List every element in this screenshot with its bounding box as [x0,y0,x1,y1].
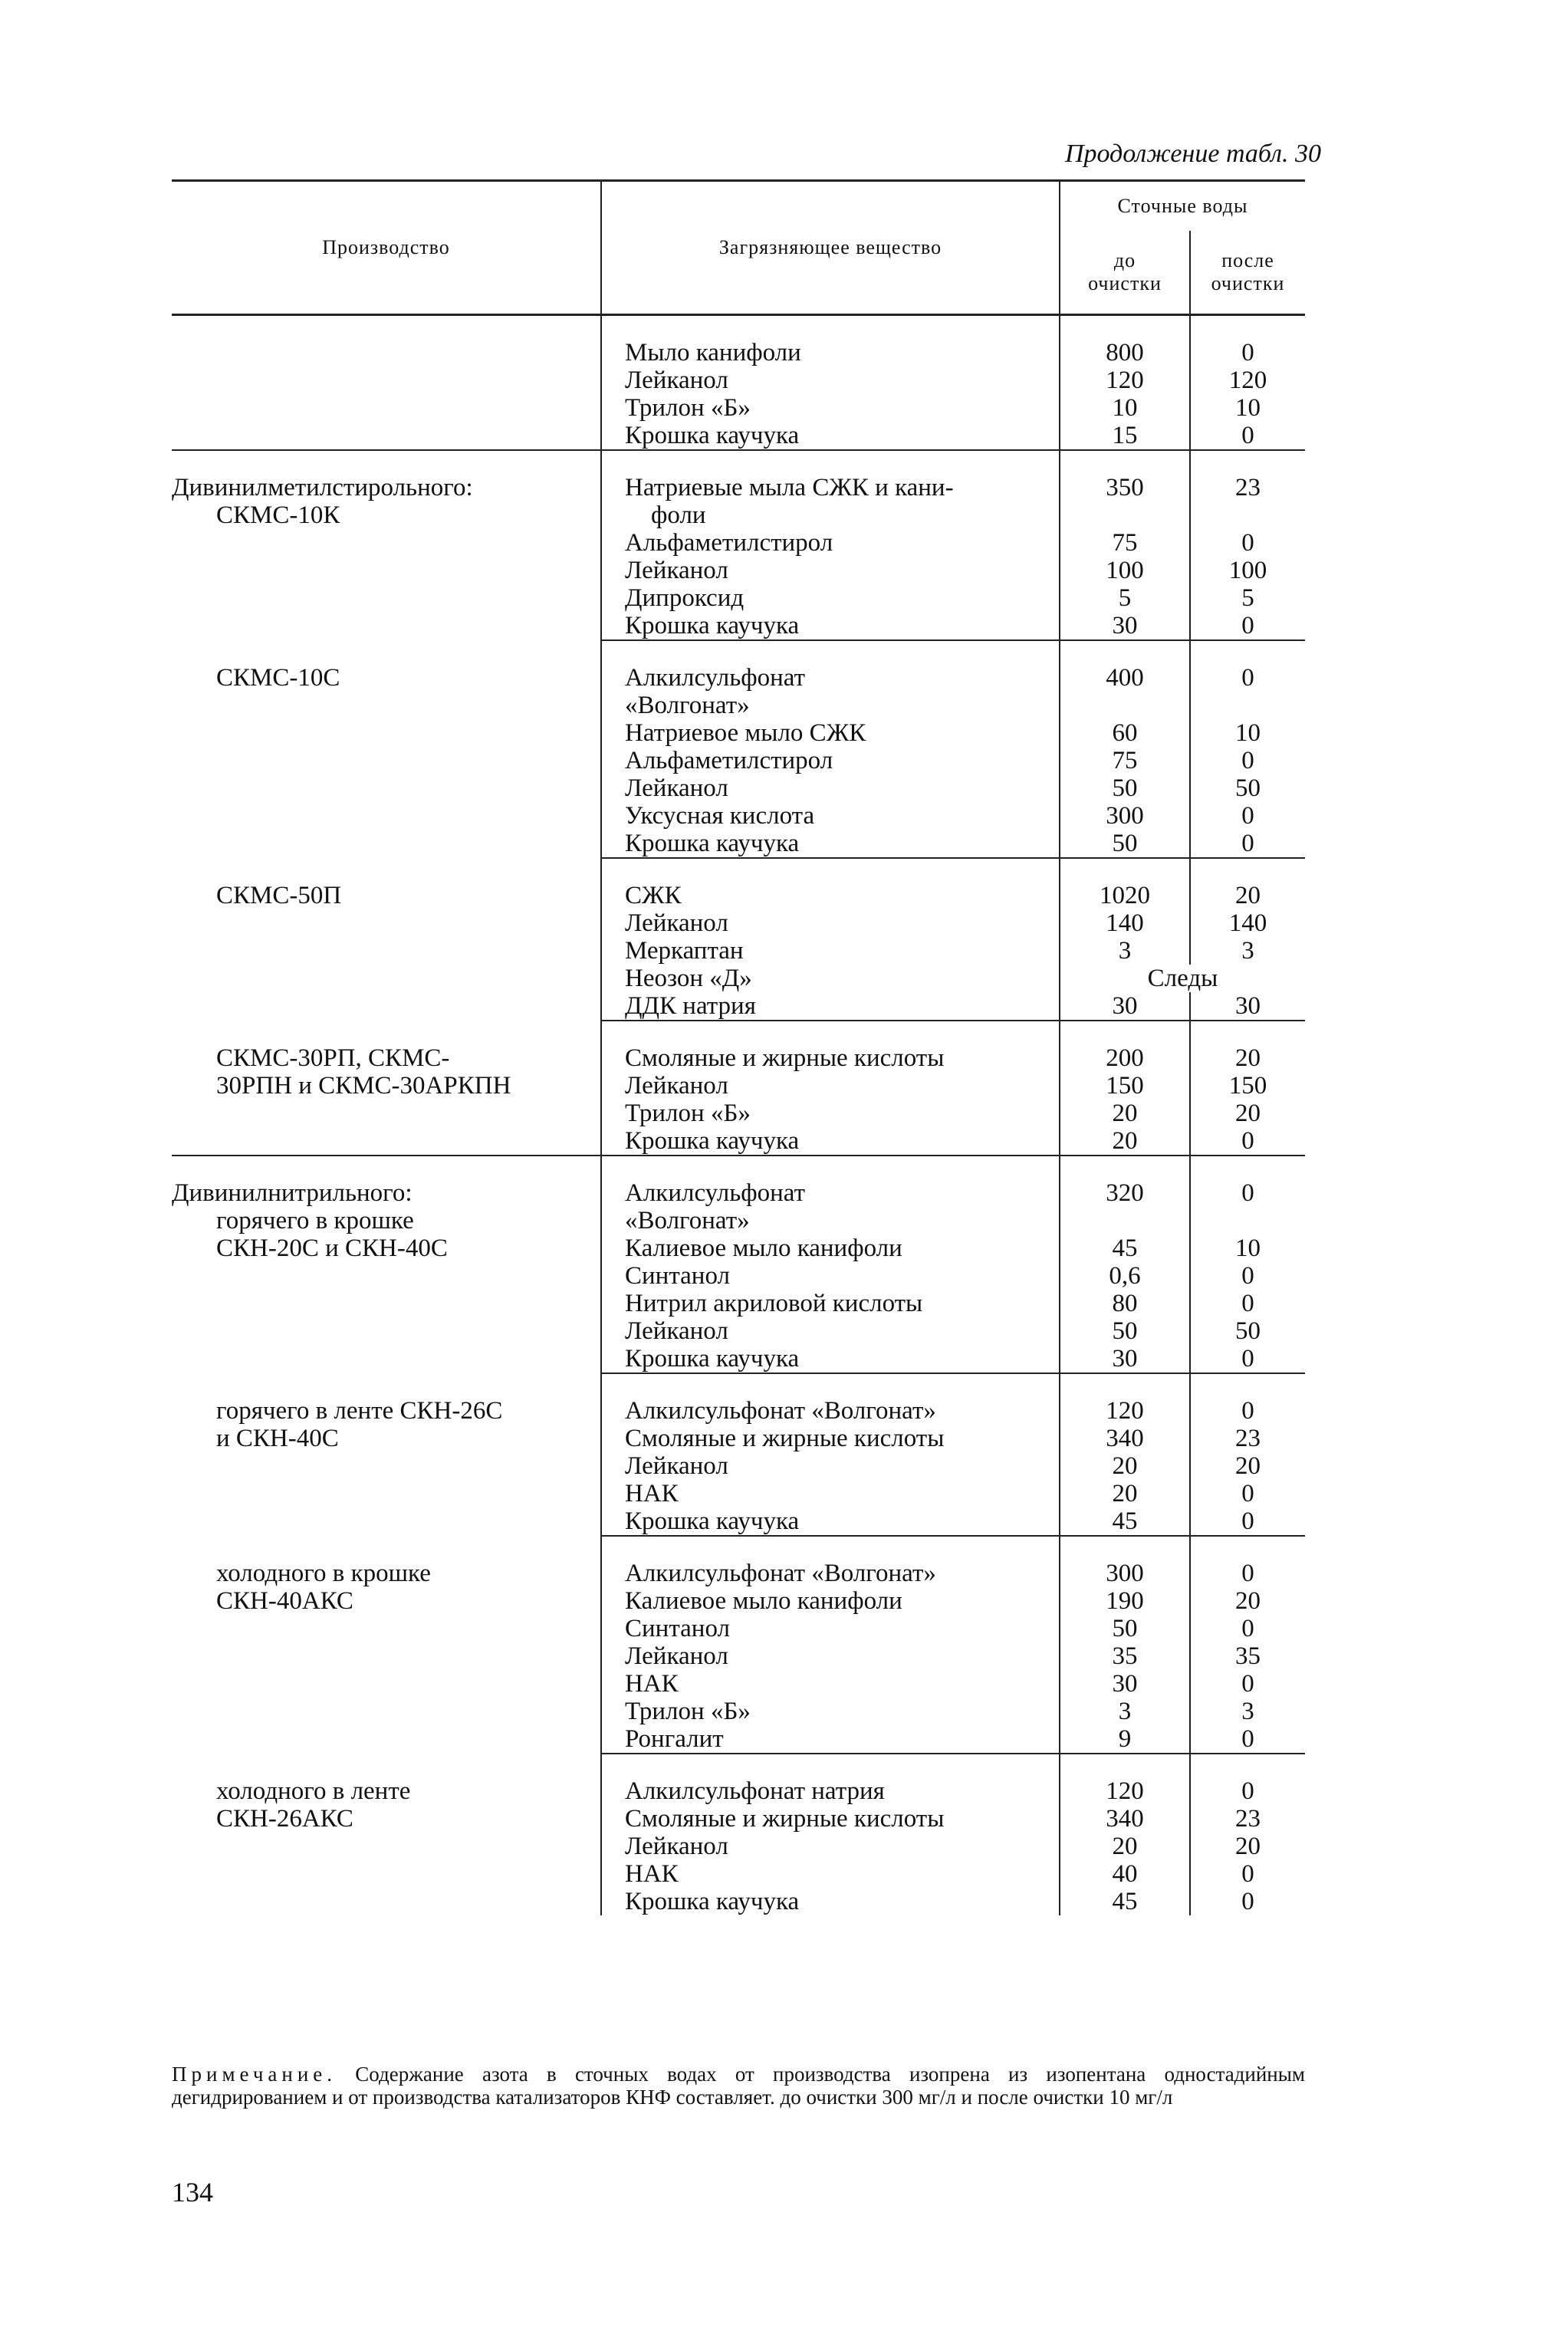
cell-before: 50 [1060,774,1190,802]
cell-substance: Лейканол [601,557,1060,584]
cell-production [172,1397,601,1425]
production-name: 30РПН и СКМС-30АРКПН [216,1072,511,1100]
cell-substance: НАК [601,1480,1060,1507]
table-row [172,1425,1305,1452]
cell-before: 40 [1060,1860,1190,1888]
cell-before: 20 [1060,1100,1190,1127]
note-label: Примечание. [172,2063,337,2086]
cell-substance: Мыло канифоли [601,339,1060,367]
table-group [172,1373,1305,1536]
cell-substance: Крошка каучука [601,1345,1060,1373]
table-group [172,1156,1305,1373]
cell-before: 50 [1060,1317,1190,1345]
production-name: СКМС-50П [216,882,342,909]
cell-after: 0 [1190,802,1305,830]
table-row [172,965,1305,992]
cell-after: 0 [1190,747,1305,774]
table-row [172,1452,1305,1480]
cell-before: 340 [1060,1805,1190,1833]
header-wastewater: Сточные воды [1060,181,1305,232]
table-group [172,450,1305,640]
cell-before: 75 [1060,747,1190,774]
cell-before: 30 [1060,1345,1190,1373]
table-row [172,1833,1305,1860]
cell-before: 340 [1060,1425,1190,1452]
cell-after: 0 [1190,1480,1305,1507]
cell-after: 0 [1190,529,1305,557]
page-number: 134 [172,2177,213,2208]
cell-after: 150 [1190,1072,1305,1100]
table-row [172,422,1305,450]
table-row [172,664,1305,692]
cell-production [172,612,601,640]
cell-production [172,692,601,719]
table-row [172,1805,1305,1833]
production-name: СКН-26АКС [216,1805,353,1833]
cell-after: 5 [1190,584,1305,612]
table-group [172,1536,1305,1754]
table-row [172,1234,1305,1262]
cell-before: 140 [1060,909,1190,937]
cell-substance: Лейканол [601,1317,1060,1345]
production-name: горячего в крошке [216,1207,414,1234]
cell-after: 3 [1190,1698,1305,1725]
cell-after: 0 [1190,422,1305,450]
table-row [172,394,1305,422]
cell-merged: Следы [1060,965,1305,992]
cell-substance: Алкилсульфонат «Волгонат» [601,1397,1060,1425]
cell-substance: Лейканол [601,774,1060,802]
cell-before: 3 [1060,1698,1190,1725]
cell-substance: Крошка каучука [601,612,1060,640]
table-row [172,1670,1305,1698]
table-row [172,584,1305,612]
cell-production [172,1642,601,1670]
cell-after: 10 [1190,1234,1305,1262]
table-row [172,1480,1305,1507]
table-note [172,2063,1305,2109]
table-row [172,1044,1305,1072]
cell-substance: Крошка каучука [601,830,1060,858]
cell-before: 30 [1060,1670,1190,1698]
cell-after: 35 [1190,1642,1305,1670]
cell-before [1060,1207,1190,1234]
table-row [172,937,1305,965]
cell-production [172,529,601,557]
cell-before: 300 [1060,1560,1190,1587]
cell-before: 50 [1060,830,1190,858]
cell-substance: Крошка каучука [601,1127,1060,1156]
cell-after: 10 [1190,719,1305,747]
cell-production [172,474,601,501]
table-row [172,1345,1305,1373]
cell-after: 20 [1190,1100,1305,1127]
cell-production [172,1698,601,1725]
cell-production [172,1207,601,1234]
cell-before: 320 [1060,1179,1190,1207]
table-group [172,315,1305,451]
cell-after: 50 [1190,774,1305,802]
table-row [172,612,1305,640]
cell-before: 120 [1060,367,1190,394]
table-row [172,1262,1305,1290]
cell-substance: НАК [601,1670,1060,1698]
cell-substance: Трилон «Б» [601,1698,1060,1725]
table-row [172,802,1305,830]
cell-substance: Натриевые мыла СЖК и кани- [601,474,1060,501]
cell-production [172,367,601,394]
cell-after: 120 [1190,367,1305,394]
table-row [172,1560,1305,1587]
group-title: Дивинилнитрильного: [172,1179,413,1207]
table-row [172,1860,1305,1888]
table-row [172,1127,1305,1156]
cell-substance: Трилон «Б» [601,1100,1060,1127]
cell-before: 800 [1060,339,1190,367]
cell-before: 50 [1060,1615,1190,1642]
cell-after: 0 [1190,1615,1305,1642]
cell-after: 0 [1190,1397,1305,1425]
table-row [172,719,1305,747]
cell-after [1190,692,1305,719]
table-row [172,367,1305,394]
cell-substance: Крошка каучука [601,1507,1060,1536]
cell-production [172,937,601,965]
cell-production [172,1805,601,1833]
cell-after: 20 [1190,1833,1305,1860]
cell-substance: Меркаптан [601,937,1060,965]
table-row [172,747,1305,774]
cell-substance: СЖК [601,882,1060,909]
cell-after: 23 [1190,1805,1305,1833]
cell-substance: Лейканол [601,909,1060,937]
cell-before: 60 [1060,719,1190,747]
table-row [172,529,1305,557]
cell-after: 0 [1190,830,1305,858]
header-after: после очистки [1190,231,1305,315]
cell-substance: Лейканол [601,1642,1060,1670]
table-row [172,1507,1305,1536]
cell-substance: Лейканол [601,1833,1060,1860]
cell-substance: ДДК натрия [601,992,1060,1021]
cell-production [172,1507,601,1536]
cell-production [172,992,601,1021]
cell-production [172,747,601,774]
cell-before: 30 [1060,612,1190,640]
table-row [172,1179,1305,1207]
cell-after: 0 [1190,1725,1305,1754]
table-row [172,1615,1305,1642]
cell-production [172,1425,601,1452]
cell-before: 20 [1060,1127,1190,1156]
cell-production [172,1345,601,1373]
cell-after: 0 [1190,1777,1305,1805]
table-row [172,830,1305,858]
table-row [172,501,1305,529]
cell-production [172,1127,601,1156]
cell-production [172,1860,601,1888]
cell-production [172,830,601,858]
cell-substance: Дипроксид [601,584,1060,612]
cell-substance: Синтанол [601,1615,1060,1642]
table-row [172,1888,1305,1915]
cell-before: 45 [1060,1888,1190,1915]
cell-production [172,909,601,937]
cell-before [1060,501,1190,529]
cell-production [172,557,601,584]
production-name: СКМС-10С [216,664,340,692]
table-row [172,1725,1305,1754]
table-row [172,1317,1305,1345]
cell-before: 75 [1060,529,1190,557]
cell-before: 10 [1060,394,1190,422]
cell-after: 0 [1190,1127,1305,1156]
header-substance: Загрязняющее вещество [601,181,1060,315]
cell-substance: Альфаметилстирол [601,747,1060,774]
cell-before: 400 [1060,664,1190,692]
table-group [172,858,1305,1021]
table-row [172,557,1305,584]
cell-before: 80 [1060,1290,1190,1317]
cell-after: 0 [1190,1179,1305,1207]
cell-before: 9 [1060,1725,1190,1754]
cell-substance: «Волгонат» [601,1207,1060,1234]
cell-before: 20 [1060,1480,1190,1507]
cell-after: 0 [1190,612,1305,640]
cell-substance: фоли [601,501,1060,529]
cell-production [172,882,601,909]
cell-production [172,1888,601,1915]
table-row [172,774,1305,802]
table-row [172,1587,1305,1615]
cell-substance: Калиевое мыло канифоли [601,1587,1060,1615]
cell-before: 120 [1060,1777,1190,1805]
cell-production [172,1100,601,1127]
table-row [172,1698,1305,1725]
cell-substance: Калиевое мыло канифоли [601,1234,1060,1262]
table-row [172,1290,1305,1317]
cell-before: 150 [1060,1072,1190,1100]
cell-production [172,1262,601,1290]
cell-production [172,1480,601,1507]
table-row [172,692,1305,719]
cell-after: 20 [1190,882,1305,909]
cell-substance: Алкилсульфонат «Волгонат» [601,1560,1060,1587]
cell-after: 0 [1190,1507,1305,1536]
table-row [172,1207,1305,1234]
cell-production [172,339,601,367]
table-row [172,1397,1305,1425]
cell-before: 20 [1060,1833,1190,1860]
cell-after: 3 [1190,937,1305,965]
cell-production [172,1615,601,1642]
cell-after: 20 [1190,1452,1305,1480]
cell-production [172,1670,601,1698]
cell-after: 23 [1190,1425,1305,1452]
cell-production [172,1560,601,1587]
cell-before: 350 [1060,474,1190,501]
cell-before [1060,692,1190,719]
table-caption: Продолжение табл. 30 [1064,140,1321,168]
cell-substance: Крошка каучука [601,422,1060,450]
cell-before: 190 [1060,1587,1190,1615]
cell-substance: Крошка каучука [601,1888,1060,1915]
group-title: Дивинилметилстирольного: [172,474,473,501]
cell-production [172,584,601,612]
cell-substance: Натриевое мыло СЖК [601,719,1060,747]
cell-before: 45 [1060,1234,1190,1262]
cell-substance: Смоляные и жирные кислоты [601,1805,1060,1833]
production-name: горячего в ленте СКН-26С [216,1397,503,1425]
cell-substance: Алкилсульфонат натрия [601,1777,1060,1805]
cell-after: 50 [1190,1317,1305,1345]
cell-before: 45 [1060,1507,1190,1536]
table-row [172,1100,1305,1127]
cell-production [172,501,601,529]
cell-production [172,422,601,450]
cell-after: 0 [1190,1560,1305,1587]
cell-substance: Уксусная кислота [601,802,1060,830]
cell-after [1190,501,1305,529]
cell-production [172,1179,601,1207]
cell-after: 0 [1190,1345,1305,1373]
cell-substance: Смоляные и жирные кислоты [601,1425,1060,1452]
table-group [172,1021,1305,1156]
production-name: СКМС-30РП, СКМС- [216,1044,450,1072]
cell-substance: Альфаметилстирол [601,529,1060,557]
table-row [172,1072,1305,1100]
cell-after: 0 [1190,1262,1305,1290]
table-row [172,882,1305,909]
cell-substance: Лейканол [601,1452,1060,1480]
table-row [172,339,1305,367]
cell-after: 0 [1190,1888,1305,1915]
header-before: до очистки [1060,231,1190,315]
cell-substance: Лейканол [601,1072,1060,1100]
cell-before: 200 [1060,1044,1190,1072]
cell-substance: Лейканол [601,367,1060,394]
cell-substance: Смоляные и жирные кислоты [601,1044,1060,1072]
cell-substance: Нитрил акриловой кислоты [601,1290,1060,1317]
cell-after: 0 [1190,1290,1305,1317]
cell-production [172,394,601,422]
cell-production [172,1044,601,1072]
cell-before: 15 [1060,422,1190,450]
cell-production [172,1777,601,1805]
cell-substance: Ронгалит [601,1725,1060,1754]
table-group [172,1754,1305,1915]
cell-production [172,1833,601,1860]
cell-substance: НАК [601,1860,1060,1888]
production-name: и СКН-40С [216,1425,339,1452]
cell-before: 35 [1060,1642,1190,1670]
cell-after: 140 [1190,909,1305,937]
cell-before: 30 [1060,992,1190,1021]
cell-after: 0 [1190,664,1305,692]
note-text: Содержание азота в сточных водах от производства изопрена из изопентана одностадийным дегидрированием и от производства катализаторов КНФ составляет. до очистки 300 мг/л и после очистки 10 мг/л [172,2063,1305,2109]
table-row [172,474,1305,501]
table-row [172,1642,1305,1670]
cell-after: 0 [1190,1860,1305,1888]
cell-before: 100 [1060,557,1190,584]
cell-substance: «Волгонат» [601,692,1060,719]
cell-before: 3 [1060,937,1190,965]
cell-before: 5 [1060,584,1190,612]
cell-production [172,965,601,992]
production-name: холодного в крошке [216,1560,431,1587]
table-row [172,909,1305,937]
cell-before: 20 [1060,1452,1190,1480]
cell-after [1190,1207,1305,1234]
cell-substance: Синтанол [601,1262,1060,1290]
cell-production [172,1072,601,1100]
cell-substance: Алкилсульфонат [601,664,1060,692]
cell-before: 1020 [1060,882,1190,909]
cell-before: 0,6 [1060,1262,1190,1290]
cell-production [172,802,601,830]
cell-before: 300 [1060,802,1190,830]
table-row [172,1777,1305,1805]
table-group [172,640,1305,858]
cell-after: 20 [1190,1044,1305,1072]
cell-production [172,664,601,692]
cell-after: 0 [1190,1670,1305,1698]
cell-production [172,719,601,747]
production-name: СКН-20С и СКН-40С [216,1234,448,1262]
cell-production [172,1725,601,1754]
cell-substance: Неозон «Д» [601,965,1060,992]
table-header [172,181,1305,315]
cell-production [172,1234,601,1262]
production-name: СКН-40АКС [216,1587,353,1615]
cell-production [172,1290,601,1317]
cell-substance: Трилон «Б» [601,394,1060,422]
wastewater-table [172,179,1305,1915]
cell-after: 100 [1190,557,1305,584]
cell-production [172,1587,601,1615]
cell-production [172,1452,601,1480]
cell-after: 30 [1190,992,1305,1021]
cell-after: 20 [1190,1587,1305,1615]
header-production: Производство [322,236,450,258]
cell-production [172,1317,601,1345]
cell-production [172,774,601,802]
cell-after: 10 [1190,394,1305,422]
cell-after: 23 [1190,474,1305,501]
cell-after: 0 [1190,339,1305,367]
production-name: СКМС-10К [216,501,340,529]
production-name: холодного в ленте [216,1777,411,1805]
cell-substance: Алкилсульфонат [601,1179,1060,1207]
table-row [172,992,1305,1021]
cell-before: 120 [1060,1397,1190,1425]
